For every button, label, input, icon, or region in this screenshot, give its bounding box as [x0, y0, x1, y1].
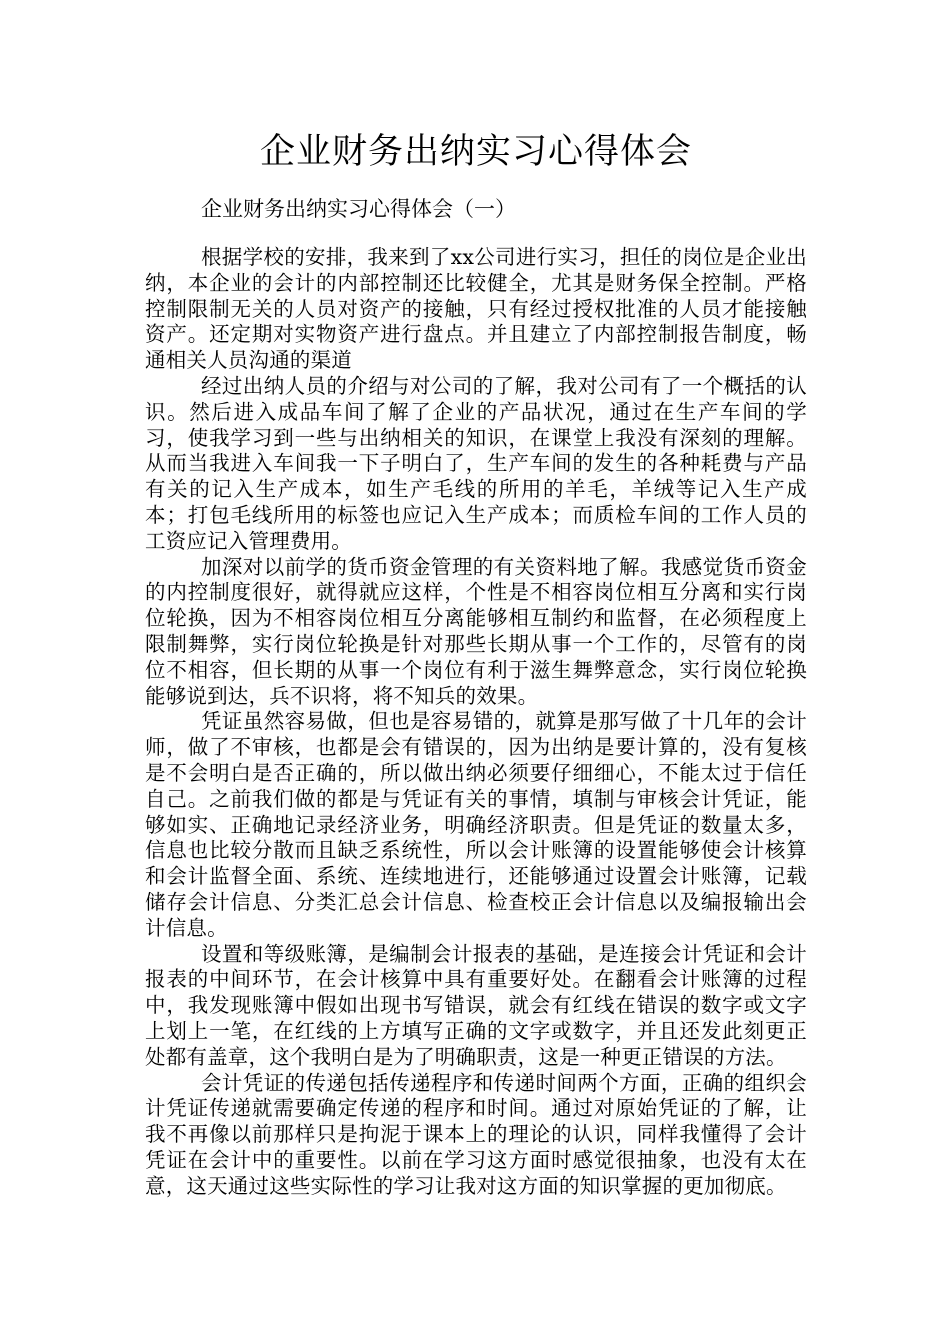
- paragraph: 经过出纳人员的介绍与对公司的了解，我对公司有了一个概括的认识。然后进入成品车间了解了企业的产品状况，通过在生产车间的学习，使我学习到一些与出纳相关的知识，在课堂上我没有深刻的理解。从而当我进入车间我一下子明白了，生产车间的发生的各种耗费与产品有关的记入生产成本，如生产毛线的所用的羊毛，羊绒等记入生产成本；打包毛线所用的标签也应记入生产成本；而质检车间的工作人员的工资应记入管理费用。: [145, 373, 807, 553]
- paragraph: 会计凭证的传递包括传递程序和传递时间两个方面，正确的组织会计凭证传递就需要确定传递的程序和时间。通过对原始凭证的了解，让我不再像以前那样只是拘泥于课本上的理论的认识，同样我懂得了会计凭证在会计中的重要性。以前在学习这方面时感觉很抽象，也没有太在意，这天通过这些实际性的学习让我对这方面的知识掌握的更加彻底。: [145, 1070, 807, 1198]
- paragraph: 加深对以前学的货币资金管理的有关资料地了解。我感觉货币资金的内控制度很好，就得就应这样，个性是不相容岗位相互分离和实行岗位轮换，因为不相容岗位相互分离能够相互制约和监督，在必须程度上限制舞弊，实行岗位轮换是针对那些长期从事一个工作的，尽管有的岗位不相容，但长期的从事一个岗位有利于滋生舞弊意念，实行岗位轮换能够说到达，兵不识将，将不知兵的效果。: [145, 554, 807, 708]
- document-page: [145, 0, 807, 1199]
- document-body: [145, 245, 807, 1199]
- document-title: 企业财务出纳实习心得体会: [259, 132, 692, 172]
- paragraph: 凭证虽然容易做，但也是容易错的，就算是那写做了十几年的会计师，做了不审核，也都是会有错误的，因为出纳是要计算的，没有复核是不会明白是否正确的，所以做出纳必须要仔细细心，不能太过于信任自己。之前我们做的都是与凭证有关的事情，填制与审核会计凭证，能够如实、正确地记录经济业务，明确经济职责。但是凭证的数量太多，信息也比较分散而且缺乏系统性，所以会计账簿的设置能够使会计核算和会计监督全面、系统、连续地进行，还能够通过设置会计账簿，记载储存会计信息、分类汇总会计信息、检查校正会计信息以及编报输出会计信息。: [145, 709, 807, 940]
- paragraph: 设置和等级账簿，是编制会计报表的基础，是连接会计凭证和会计报表的中间环节，在会计核算中具有重要好处。在翻看会计账簿的过程中，我发现账簿中假如出现书写错误，就会有红线在错误的数字或文字上划上一笔，在红线的上方填写正确的文字或数字，并且还发此刻更正处都有盖章，这个我明白是为了明确职责，这是一种更正错误的方法。: [145, 941, 807, 1069]
- paragraph: 根据学校的安排，我来到了xx公司进行实习，担任的岗位是企业出纳，本企业的会计的内部控制还比较健全，尤其是财务保全控制。严格控制限制无关的人员对资产的接触，只有经过授权批准的人员才能接触资产。还定期对实物资产进行盘点。并且建立了内部控制报告制度，畅通相关人员沟通的渠道: [145, 245, 807, 373]
- document-subtitle: 企业财务出纳实习心得体会（一）: [201, 197, 516, 221]
